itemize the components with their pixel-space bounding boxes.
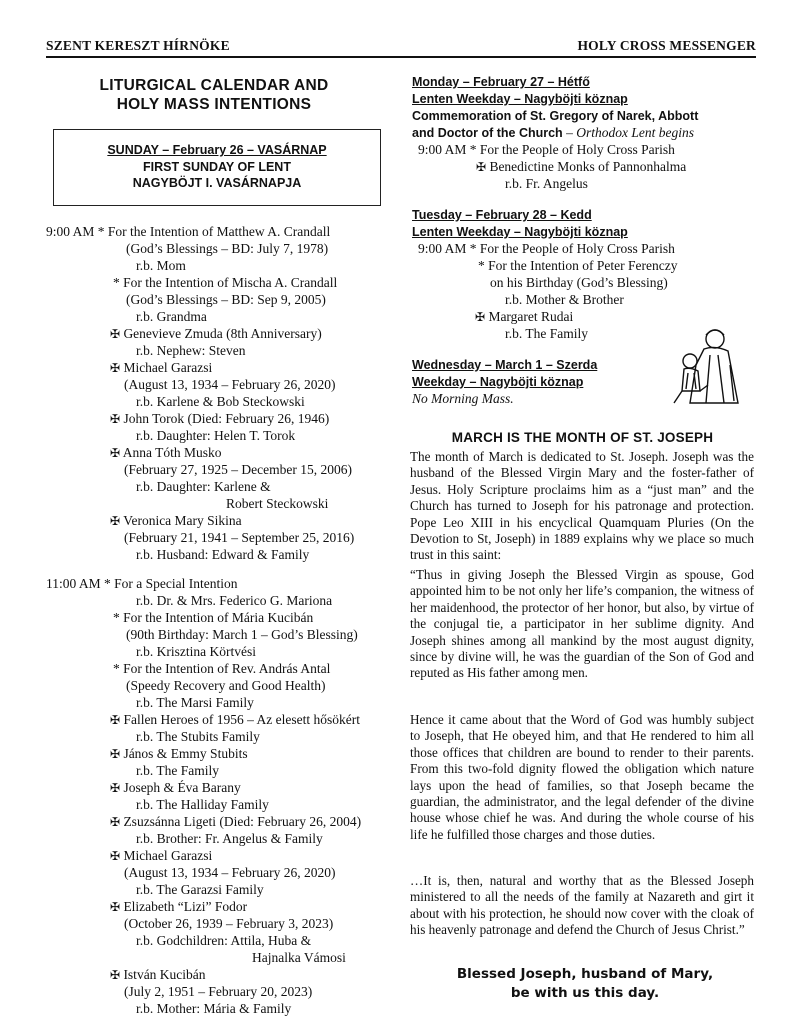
deceased-name: Michael Garazsi — [123, 360, 213, 375]
cross-icon: ✠ — [475, 310, 486, 324]
intention-line: r.b. Daughter: Helen T. Torok — [136, 428, 296, 443]
article-paragraph: Hence it came about that the Word of God was humbly subject to Joseph, that He obeyed him, and that He rendered to him all those offices that children are bound to render to their parents. From this two-fold dignity flowed the obligation which nature lays upon the head of families, so that Joseph became the guardian, the administrator, and the legal defender of the divine house whose chief he was. And during the whole course of his life he fulfilled those charges and those duties. — [410, 712, 754, 842]
deceased-name: Veronica Mary Sikina — [123, 513, 242, 528]
intention-line: (February 27, 1925 – December 15, 2006) — [124, 462, 352, 477]
intention-line — [110, 712, 360, 728]
tuesday-date: Tuesday – February 28 – Kedd — [412, 208, 592, 222]
article-title: MARCH IS THE MONTH OF ST. JOSEPH — [451, 430, 714, 445]
wednesday-note: No Morning Mass. — [412, 391, 514, 406]
deceased-name: Fallen Heroes of 1956 – Az elesett hősökért — [123, 712, 361, 727]
cross-icon: ✠ — [110, 747, 121, 761]
intention-line: (God’s Blessings – BD: July 7, 1978) — [126, 241, 329, 256]
deceased-name: Joseph & Éva Barany — [123, 780, 241, 795]
deceased-name: János & Emmy Stubits — [123, 746, 248, 761]
cross-icon: ✠ — [110, 446, 121, 460]
tuesday-intention: 9:00 AM * For the People of Holy Cross Parish — [418, 241, 675, 256]
sunday-date: SUNDAY – February 26 – VASÁRNAP — [107, 143, 327, 157]
cross-icon: ✠ — [110, 361, 121, 375]
deceased-name: Anna Tóth Musko — [122, 445, 222, 460]
header-left-title: SZENT KERESZT HÍRNÖKE — [46, 38, 230, 53]
monday-intention: r.b. Fr. Angelus — [505, 176, 588, 191]
intention-line: * For the Intention of Mischa A. Crandall — [113, 275, 338, 290]
intention-line: Robert Steckowski — [226, 496, 329, 511]
tuesday-intention — [475, 309, 573, 325]
intention-line: * For the Intention of Rev. András Antal — [113, 661, 331, 676]
closing-prayer — [420, 965, 750, 1003]
tuesday-weekday: Lenten Weekday – Nagyböjti köznap — [412, 225, 628, 239]
intention-line: r.b. The Halliday Family — [136, 797, 269, 812]
page-title — [54, 76, 374, 114]
header-right-title: HOLY CROSS MESSENGER — [577, 38, 756, 53]
tuesday-intention: r.b. Mother & Brother — [505, 292, 624, 307]
intention-line — [110, 411, 329, 427]
monday-intention: 9:00 AM * For the People of Holy Cross Parish — [418, 142, 675, 157]
sunday-name-en: FIRST SUNDAY OF LENT — [143, 159, 291, 174]
monday-date: Monday – February 27 – Hétfő — [412, 75, 590, 89]
intention-line: r.b. The Stubits Family — [136, 729, 260, 744]
deceased-name: Michael Garazsi — [123, 848, 213, 863]
intention-line: (October 26, 1939 – February 3, 2023) — [124, 916, 334, 931]
cross-icon: ✠ — [110, 327, 121, 341]
intention-line — [110, 746, 248, 762]
cross-icon: ✠ — [110, 815, 121, 829]
intention-line — [110, 513, 242, 529]
sunday-box — [53, 129, 381, 206]
intention-line: (God’s Blessings – BD: Sep 9, 2005) — [126, 292, 326, 307]
title-line-2: HOLY MASS INTENTIONS — [116, 96, 312, 113]
cross-icon: ✠ — [110, 900, 121, 914]
intention-line: (August 13, 1934 – February 26, 2020) — [124, 865, 336, 880]
intention-line: r.b. Karlene & Bob Steckowski — [136, 394, 305, 409]
deceased-name: Genevieve Zmuda (8th Anniversary) — [123, 326, 322, 341]
intention-line: r.b. Mother: Mária & Family — [136, 1001, 292, 1016]
deceased-name: István Kucibán — [123, 967, 206, 982]
intention-line: r.b. Krisztina Körtvési — [136, 644, 256, 659]
wednesday-date: Wednesday – March 1 – Szerda — [412, 358, 598, 372]
intention-line — [110, 445, 221, 461]
intention-line: r.b. Brother: Fr. Angelus & Family — [136, 831, 323, 846]
intention-line: r.b. Dr. & Mrs. Federico G. Mariona — [136, 593, 333, 608]
cross-icon: ✠ — [110, 849, 121, 863]
intention-line: (90th Birthday: March 1 – God’s Blessing) — [126, 627, 358, 642]
intention-line: r.b. Mom — [136, 258, 186, 273]
sunday-name-hu: NAGYBÖJT I. VASÁRNAPJA — [132, 176, 302, 190]
tuesday-intention: * For the Intention of Peter Ferenczy — [478, 258, 678, 273]
article-paragraph: …It is, then, natural and worthy that as the Blessed Joseph ministered to all the needs of the family at Nazareth and girt it about with his protection, he should now cover with the cloak of his heavenly patronage and defend the Church of Jesus Christ.” — [410, 873, 754, 938]
deceased-name: Elizabeth “Lizi” Fodor — [123, 899, 248, 914]
monday-weekday: Lenten Weekday – Nagyböjti köznap — [412, 92, 628, 106]
cross-icon: ✠ — [110, 968, 121, 982]
intention-line — [110, 814, 361, 830]
article-paragraph: The month of March is dedicated to St. Joseph. Joseph was the husband of the Blessed Virgin Mary and the foster-father of Jesus. Holy Scripture proclaims him as a “just man” and the Church has turned to Joseph for his patronage and protection. Pope Leo XIII in his encyclical Quamquam Pluries (On the Devotion to St, Joseph) in 1889 explains why we place so much trust in this saint: — [410, 449, 754, 563]
closing-line-1: Blessed Joseph, husband of Mary, — [456, 966, 714, 982]
deceased-name: Zsuzsánna Ligeti (Died: February 26, 2004) — [123, 814, 362, 829]
intention-line: r.b. The Family — [136, 763, 219, 778]
intention-line: (August 13, 1934 – February 26, 2020) — [124, 377, 336, 392]
monday-commemoration: Commemoration of St. Gregory of Narek, Abbott — [412, 109, 699, 123]
intention-line — [110, 360, 212, 376]
intention-line: r.b. Husband: Edward & Family — [136, 547, 310, 562]
deceased-name: Margaret Rudai — [488, 309, 574, 324]
intention-line — [110, 326, 322, 342]
intention-line: (Speedy Recovery and Good Health) — [126, 678, 326, 693]
cross-icon: ✠ — [110, 412, 121, 426]
intention-line — [110, 780, 241, 796]
deceased-name: Benedictine Monks of Pannonhalma — [489, 159, 687, 174]
deceased-name: John Torok (Died: February 26, 1946) — [123, 411, 330, 426]
wednesday-weekday: Weekday – Nagyböjti köznap — [412, 375, 584, 389]
monday-intention — [476, 159, 686, 175]
monday-commemoration-2 — [412, 125, 694, 141]
intention-line — [110, 899, 247, 915]
cross-icon: ✠ — [110, 781, 121, 795]
st-joseph-illustration — [660, 325, 750, 405]
intention-line — [110, 848, 212, 864]
tuesday-intention: on his Birthday (God’s Blessing) — [490, 275, 668, 290]
intention-line: 11:00 AM * For a Special Intention — [46, 576, 238, 591]
cross-icon: ✠ — [110, 514, 121, 528]
closing-line-2: be with us this day. — [510, 985, 660, 1001]
article-paragraph: “Thus in giving Joseph the Blessed Virgin as spouse, God appointed him to be not only her life’s companion, the witness of her maidenhood, the protector of her honor, but also, by virtue of the conjugal tie, a participator in her sublime dignity. And Joseph shines among all mankind by the most august dignity, since by divine will, he was the guardian of the Son of God and reputed as His father among men. — [410, 567, 754, 681]
cross-icon: ✠ — [110, 713, 121, 727]
monday-commemoration-text: and Doctor of the Church — [412, 126, 563, 140]
intention-line: Hajnalka Vámosi — [252, 950, 346, 965]
intention-line: * For the Intention of Mária Kucibán — [113, 610, 314, 625]
page-header — [46, 38, 756, 58]
intention-line: r.b. Daughter: Karlene & — [136, 479, 271, 494]
intention-line — [110, 967, 206, 983]
intention-line: r.b. Godchildren: Attila, Huba & — [136, 933, 312, 948]
intention-line: 9:00 AM * For the Intention of Matthew A. Crandall — [46, 224, 331, 239]
intention-line: r.b. The Garazsi Family — [136, 882, 264, 897]
title-line-1: LITURGICAL CALENDAR AND — [99, 77, 329, 94]
tuesday-intention: r.b. The Family — [505, 326, 588, 341]
intention-line: (July 2, 1951 – February 20, 2023) — [124, 984, 313, 999]
cross-icon: ✠ — [476, 160, 487, 174]
intention-line: r.b. Grandma — [136, 309, 207, 324]
intention-line: r.b. The Marsi Family — [136, 695, 254, 710]
monday-note: – Orthodox Lent begins — [562, 125, 694, 140]
intention-line: r.b. Nephew: Steven — [136, 343, 246, 358]
intention-line: (February 21, 1941 – September 25, 2016) — [124, 530, 355, 545]
